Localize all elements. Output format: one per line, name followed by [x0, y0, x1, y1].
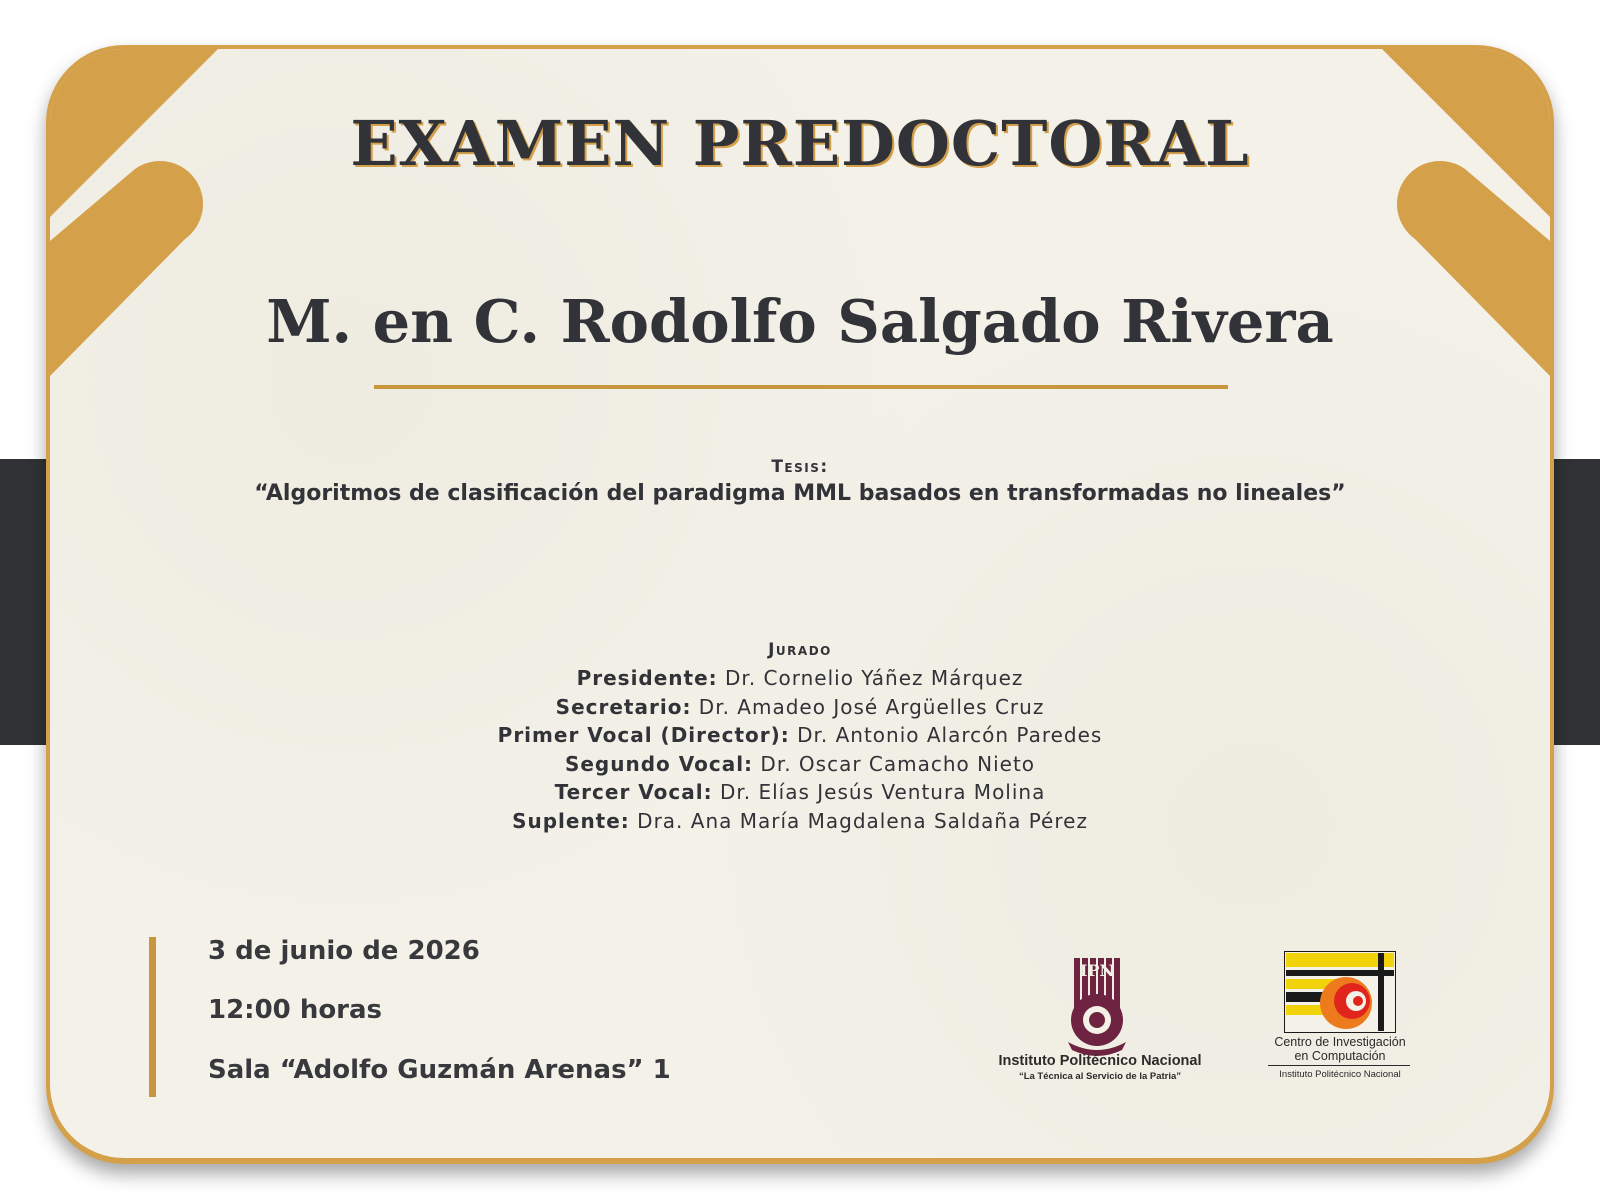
jury-member: [50, 778, 1550, 807]
jury-section: [50, 636, 1550, 835]
jury-member: [50, 721, 1550, 750]
jury-person: Dr. Amadeo José Argüelles Cruz: [698, 694, 1045, 719]
cic-divider: [1268, 1065, 1410, 1066]
event-date: 3 de junio de 2026: [208, 936, 480, 966]
divider-line: [374, 385, 1228, 389]
ipn-name: Instituto Politécnico Nacional: [998, 1053, 1202, 1069]
thesis-title: “Algoritmos de clasificación del paradigma MML basados en transformadas no lineales”: [254, 481, 1346, 506]
jury-person: Dr. Oscar Camacho Nieto: [760, 751, 1036, 776]
jury-role: Presidente:: [576, 666, 718, 690]
jury-member: [50, 664, 1550, 693]
event-info-accent-bar: [149, 937, 156, 1097]
jury-person: Dr. Cornelio Yáñez Márquez: [725, 666, 1024, 690]
jury-role: Secretario:: [555, 694, 692, 719]
event-time: 12:00 horas: [208, 995, 383, 1025]
thesis-label: Tesis:: [771, 457, 829, 477]
jury-role: Tercer Vocal:: [554, 780, 713, 804]
announcement-card: [46, 45, 1554, 1164]
page-title: EXAMEN PREDOCTORAL: [350, 107, 1250, 180]
jury-person: Dr. Antonio Alarcón Paredes: [797, 723, 1103, 747]
event-place: Sala “Adolfo Guzmán Arenas” 1: [208, 1055, 671, 1085]
svg-text:IPN: IPN: [1079, 961, 1115, 980]
jury-member: [50, 807, 1550, 836]
candidate-name: M. en C. Rodolfo Salgado Rivera: [266, 287, 1334, 356]
jury-person: Dr. Elías Jesús Ventura Molina: [719, 780, 1046, 804]
cic-logo: [1284, 951, 1396, 1033]
jury-role: Segundo Vocal:: [564, 751, 754, 776]
cic-name-line1: Centro de Investigación: [1274, 1035, 1406, 1049]
ipn-motto: “La Técnica al Servicio de la Patria”: [1018, 1071, 1182, 1082]
cic-institution: Instituto Politécnico Nacional: [1279, 1069, 1401, 1080]
jury-member: [50, 750, 1550, 779]
jury-person: Dra. Ana María Magdalena Saldaña Pérez: [637, 808, 1088, 833]
jury-role: Primer Vocal (Director):: [497, 723, 790, 747]
paper-background: [50, 49, 1550, 1158]
jury-member: [50, 693, 1550, 722]
jury-role: Suplente:: [512, 808, 630, 833]
cic-name-line2: en Computación: [1294, 1049, 1386, 1063]
cic-name: [1240, 1035, 1440, 1063]
jury-heading: Jurado: [768, 640, 832, 660]
